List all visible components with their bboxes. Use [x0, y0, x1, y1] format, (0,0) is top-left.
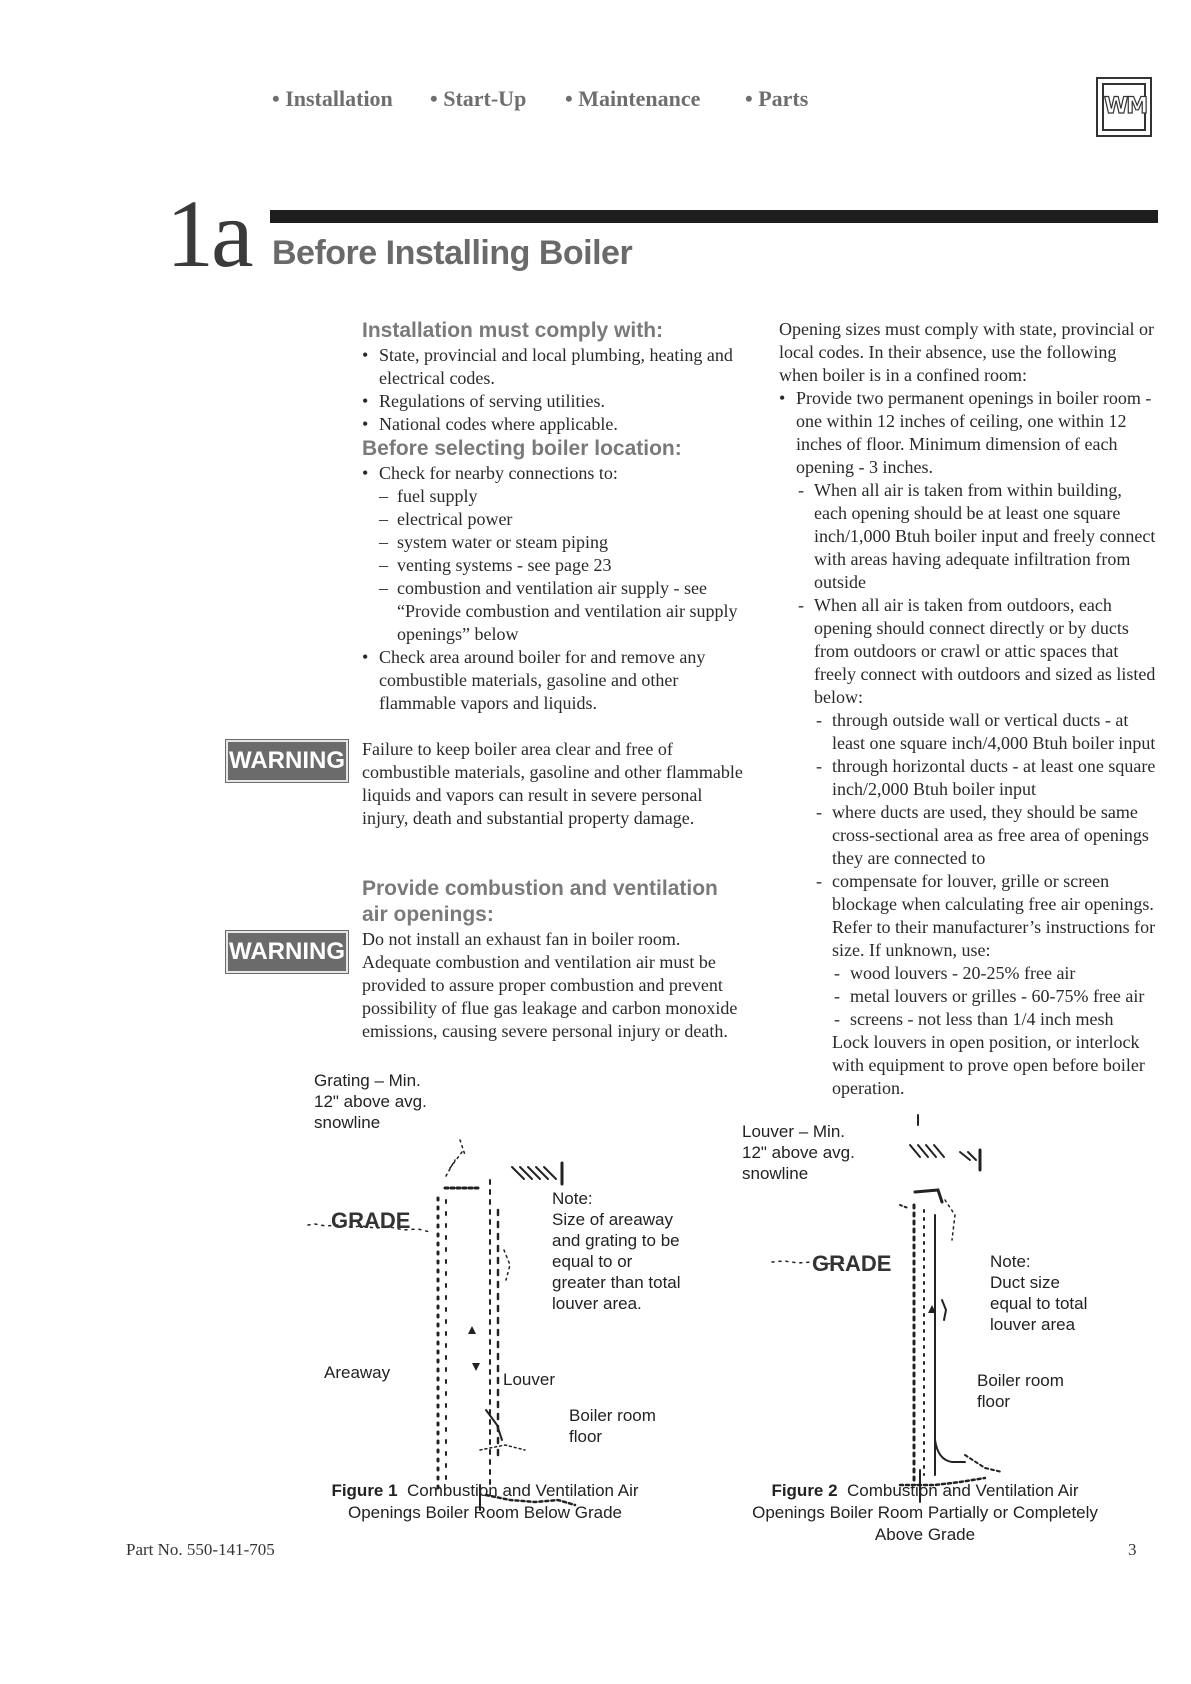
left-column: [362, 318, 742, 715]
list-item: – venting systems - see page 23: [379, 554, 742, 577]
list-item: - through outside wall or vertical ducts - at least one square inch/4,000 Btuh boiler input: [814, 709, 1159, 755]
openings-intro: Opening sizes must comply with state, provincial or local codes. In their absence, use the following when boiler is in a confined room:: [779, 319, 1154, 385]
label-line: louver area.: [552, 1294, 642, 1313]
location-heading: Before selecting boiler location:: [362, 437, 682, 460]
list-item: - through horizontal ducts - at least one square inch/2,000 Btuh boiler input: [814, 755, 1159, 801]
wm-logo-icon: WM: [1096, 77, 1152, 137]
label-line: equal to total: [990, 1294, 1088, 1313]
label-line: floor: [977, 1392, 1011, 1411]
label-line: Grating – Min.: [314, 1071, 421, 1090]
free-air-list: [832, 962, 1159, 1031]
list-item: - wood louvers - 20-25% free air: [832, 962, 1159, 985]
warning2-text: Do not install an exhaust fan in boiler room. Adequate combustion and ventilation air must be provided to assure proper combustion and prevent possibility of flue gas leakage and carbon monoxide emissions, causing severe personal injury or death.: [362, 929, 738, 1041]
figure1-caption: [290, 1480, 680, 1524]
warning-badge: WARNING: [226, 740, 348, 782]
fig1-louver-label: Louver: [503, 1370, 555, 1389]
fig1-note: [552, 1188, 681, 1314]
list-item: - metal louvers or grilles - 60-75% free air: [832, 985, 1159, 1008]
label-line: equal to or: [552, 1252, 633, 1271]
label-line: snowline: [742, 1164, 809, 1183]
list-item: [362, 462, 742, 646]
label-line: 12" above avg.: [742, 1143, 855, 1162]
section-number: 1a: [166, 180, 251, 287]
fig2-louver-label: [742, 1121, 855, 1184]
label-line: greater than total: [552, 1273, 681, 1292]
list-item: • State, provincial and local plumbing, heating and electrical codes.: [362, 344, 742, 390]
caption-label: Figure 1: [331, 1481, 398, 1500]
air-source-list: [796, 479, 1159, 1100]
fig2-note: [990, 1251, 1087, 1335]
label-line: 12" above avg.: [314, 1092, 427, 1111]
label-line: Louver – Min.: [742, 1122, 845, 1141]
warning-badge: WARNING: [226, 931, 348, 973]
figure2-caption: [720, 1480, 1130, 1546]
caption-line: Openings Boiler Room Below Grade: [347, 1503, 623, 1522]
fig1-grating-label: [314, 1070, 427, 1133]
caption-line: Above Grade: [874, 1525, 976, 1544]
list-item: – electrical power: [379, 508, 742, 531]
section-title: Before Installing Boiler: [272, 234, 633, 272]
part-number: Part No. 550-141-705: [126, 1540, 275, 1559]
label-line: Note:: [552, 1189, 593, 1208]
list-item: • Check area around boiler for and remove any combustible materials, gasoline and other flammable vapors and liquids.: [362, 646, 742, 715]
comply-heading: Installation must comply with:: [362, 319, 664, 342]
nav-parts: • Parts: [745, 86, 809, 111]
lock-louvers-text: Lock louvers in open position, or interlock with equipment to prove open before boiler operation.: [832, 1032, 1145, 1098]
nav-start-up: • Start-Up: [430, 86, 527, 111]
list-item: [779, 387, 1159, 1100]
label-line: Size of areaway: [552, 1210, 673, 1229]
fig2-grade-label: GRADE: [812, 1251, 892, 1276]
nav-maintenance: • Maintenance: [565, 86, 701, 111]
list-item: - screens - not less than 1/4 inch mesh: [832, 1008, 1159, 1031]
label-line: louver area: [990, 1315, 1076, 1334]
list-item: • National codes where applicable.: [362, 413, 742, 436]
openings-list: [779, 387, 1159, 1100]
section-rule: [270, 210, 1158, 223]
location-list: [362, 462, 742, 715]
list-item: – fuel supply: [379, 485, 742, 508]
caption-label: Figure 2: [771, 1481, 838, 1500]
outdoor-list: [814, 709, 1159, 1100]
list-item: - When all air is taken from within building, each opening should be at least one square inch/1,000 Btuh boiler input and freely connect with areas having adequate infiltration from outside: [796, 479, 1159, 594]
list-item: – combustion and ventilation air supply - see “Provide combustion and ventilation air supply openings” below: [379, 577, 742, 646]
label-line: Note:: [990, 1252, 1031, 1271]
label-line: floor: [569, 1427, 603, 1446]
caption-line: Openings Boiler Room Partially or Completely: [752, 1503, 1098, 1522]
list-item: [814, 870, 1159, 1100]
comply-list: [362, 344, 742, 436]
check-connections: Check for nearby connections to:: [379, 463, 618, 483]
warning1-text: Failure to keep boiler area clear and free of combustible materials, gasoline and other flammable liquids and vapors can result in severe personal injury, death and substantial property damage.: [362, 739, 743, 828]
provide-openings: Provide two permanent openings in boiler room - one within 12 inches of ceiling, one within 12 inches of floor. Minimum dimension of each opening - 3 inches.: [796, 388, 1152, 477]
page-number: 3: [1128, 1540, 1137, 1559]
caption-line: Combustion and Ventilation Air: [407, 1481, 639, 1500]
nav-installation: • Installation: [272, 86, 393, 111]
list-item: – system water or steam piping: [379, 531, 742, 554]
list-item: - where ducts are used, they should be same cross-sectional area as free area of openings they are connected to: [814, 801, 1159, 870]
fig1-floor-label: [569, 1405, 656, 1447]
fig2-floor-label: [977, 1370, 1064, 1412]
label-line: Duct size: [990, 1273, 1060, 1292]
caption-line: Combustion and Ventilation Air: [847, 1481, 1079, 1500]
air-heading: Provide combustion and ventilation air openings:: [362, 877, 718, 926]
fig1-areaway-label: Areaway: [324, 1363, 391, 1382]
list-item: • Regulations of serving utilities.: [362, 390, 742, 413]
label-line: Boiler room: [569, 1406, 656, 1425]
connections-list: [379, 485, 742, 646]
right-column: [779, 318, 1159, 1100]
fig1-grade-label: GRADE: [331, 1208, 411, 1233]
compensate-text: compensate for louver, grille or screen blockage when calculating free air openings. Refer to their manufacturer’s instructions for size. If unknown, use:: [832, 871, 1156, 960]
label-line: Boiler room: [977, 1371, 1064, 1390]
label-line: and grating to be: [552, 1231, 680, 1250]
label-line: snowline: [314, 1113, 381, 1132]
list-item: [796, 594, 1159, 1100]
outdoors-text: When all air is taken from outdoors, each opening should connect directly or by ducts from outdoors or crawl or attic spaces that freely connect with outdoors and sized as listed below:: [814, 595, 1156, 707]
